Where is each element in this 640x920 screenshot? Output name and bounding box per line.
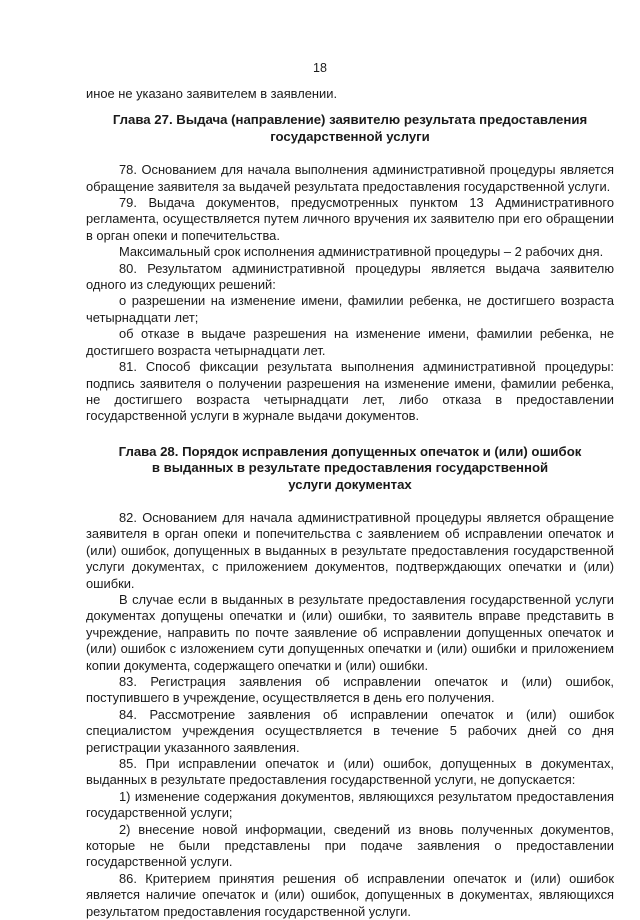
paragraph-79-term: Максимальный срок исполнения административной процедуры – 2 рабочих дня. xyxy=(119,244,604,260)
intro-paragraph: иное не указано заявителем в заявлении. xyxy=(86,86,338,101)
paragraph-80-option-b: об отказе в выдаче разрешения на изменение имени, фамилии ребенка, не достигшего возраста четырнадцати лет. xyxy=(86,326,614,358)
paragraph-83: 83. Регистрация заявления об исправлении опечаток и (или) ошибок, поступившего в учреждение, осуществляется в день его получения. xyxy=(86,674,614,706)
chapter-28-heading xyxy=(86,444,614,493)
paragraph-81: 81. Способ фиксации результата выполнения административной процедуры: подпись заявителя о получении разрешения на изменение имени, фамилии ребенка, не достигшего возраста четырнадцати лет, либо отказа в предоставлении государственной услуги в журнале выдачи документов. xyxy=(86,359,614,424)
chapter-27-heading xyxy=(86,112,614,145)
paragraph-78: 78. Основанием для начала выполнения административной процедуры является обращение заявителя за выдачей результата предоставления государственной услуги. xyxy=(86,162,614,194)
paragraph-85: 85. При исправлении опечаток и (или) ошибок, допущенных в документах, выданных в результате предоставления государственной услуги, не допускается: xyxy=(86,756,614,788)
paragraph-82: 82. Основанием для начала административной процедуры является обращение заявителя в орган опеки и попечительства с заявлением об исправлении опечаток и (или) ошибок, допущенных в выданных в результате предоставления государственной услуги документах, с приложением документов, подтверждающих опечатки и (или) ошибки. xyxy=(86,509,614,591)
paragraph-80: 80. Результатом административной процедуры является выдача заявителю одного из следующих решений: xyxy=(86,260,614,293)
chapter-27-line-1: Глава 27. Выдача (направление) заявителю результата предоставления xyxy=(112,112,588,128)
paragraph-85-item-2: 2) внесение новой информации, сведений из вновь полученных документов, которые не были представлены при подаче заявления о предоставлении государственной услуги. xyxy=(86,821,614,870)
paragraph-82-b: В случае если в выданных в результате предоставления государственной услуги документах допущены опечатки и (или) ошибки, то заявитель вправе представить в учреждение, направить по почте заявление об исправлении допущенных опечаток и (или) ошибок с изложением сути допущенных опечатки и (или) ошибки и приложением копии документа, содержащего опечатки и (или) ошибки. xyxy=(86,591,614,673)
page-number: 18 xyxy=(313,61,327,75)
paragraph-85-item-1: 1) изменение содержания документов, являющихся результатом предоставления государственной услуги; xyxy=(86,788,614,821)
chapter-27-line-2: государственной услуги xyxy=(270,128,430,144)
chapter-28-line-2: в выданных в результате предоставления государственной xyxy=(151,460,549,476)
paragraph-84: 84. Рассмотрение заявления об исправлении опечаток и (или) ошибок специалистом учреждения осуществляется в течение 5 рабочих дней со дня регистрации указанного заявления. xyxy=(86,706,614,755)
chapter-28-line-1: Глава 28. Порядок исправления допущенных опечаток и (или) ошибок xyxy=(118,443,582,459)
paragraph-79: 79. Выдача документов, предусмотренных пунктом 13 Административного регламента, осуществляется путем личного вручения их заявителю при его обращении в орган опеки и попечительства. xyxy=(86,195,614,243)
document-body xyxy=(86,86,614,920)
chapter-28-line-3: услуги документах xyxy=(288,476,412,492)
paragraph-86: 86. Критерием принятия решения об исправлении опечаток и (или) ошибок является наличие опечаток и (или) ошибок, допущенных в документах, являющихся результатом предоставления государственной услуги. xyxy=(86,870,614,919)
paragraph-80-option-a: о разрешении на изменение имени, фамилии ребенка, не достигшего возраста четырнадцати лет; xyxy=(86,293,614,325)
